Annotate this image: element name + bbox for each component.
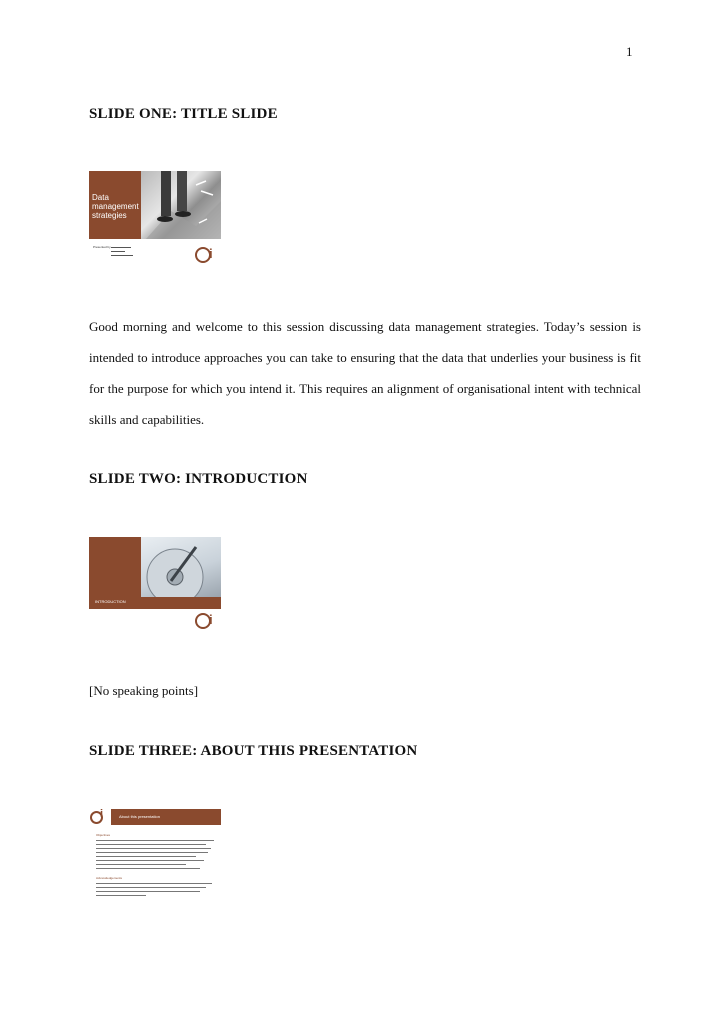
company-logo: i xyxy=(195,613,217,635)
acknowledgements-label: Acknowledgements xyxy=(96,876,123,880)
slide-two-heading: SLIDE TWO: INTRODUCTION xyxy=(89,471,308,487)
slide-one-heading: SLIDE ONE: TITLE SLIDE xyxy=(89,106,278,122)
slide-two-speaker-notes: [No speaking points] xyxy=(89,683,199,698)
slide-two-thumbnail xyxy=(89,537,221,637)
slide-label: INTRODUCTION xyxy=(95,599,126,604)
slide-header: About this presentation xyxy=(119,814,160,819)
slide-one-speaker-notes: Good morning and welcome to this session discussing data management strategies. Today’s session is intended to introduce approaches you can take to ensuring that the data that underlies your business is fit for the purpose for which you intend it. This requires an alignment of organisational intent with technical skills and capabilities. xyxy=(89,319,641,427)
objectives-label: Objectives xyxy=(96,833,111,837)
slide-photo xyxy=(141,171,221,239)
company-logo: i xyxy=(89,810,107,826)
company-logo: i xyxy=(195,247,217,269)
slide-title-line2: management xyxy=(92,202,139,211)
page-number: 1 xyxy=(626,44,633,59)
presented-by-text: Presented by xyxy=(93,245,111,249)
slide-title-line1: Data xyxy=(92,193,109,202)
slide-three-thumbnail xyxy=(89,809,221,903)
slide-title-line3: strategies xyxy=(92,211,127,220)
slide-one-thumbnail xyxy=(89,171,221,271)
slide-three-heading: SLIDE THREE: ABOUT THIS PRESENTATION xyxy=(89,743,418,759)
